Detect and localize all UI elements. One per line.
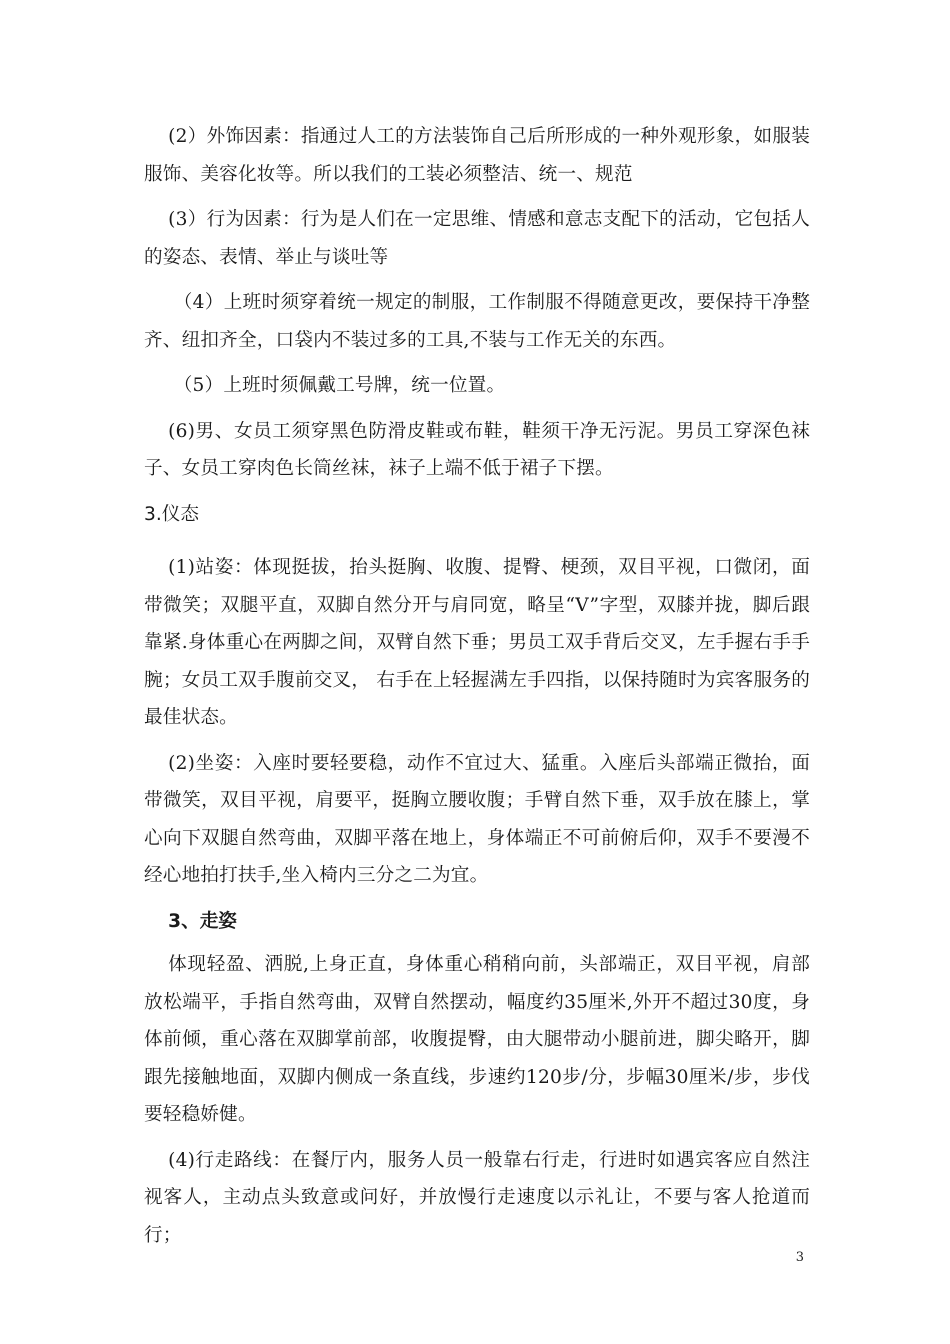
paragraph-outer-decoration: (2）外饰因素：指通过人工的方法装饰自己后所形成的一种外观形象，如服装服饰、美容化妆等。所以我们的工装必须整洁、统一、规范 bbox=[144, 126, 810, 185]
page-number: 3 bbox=[795, 1250, 804, 1265]
paragraph-standing-posture: (1)站姿：体现挺拔，抬头挺胸、收腹、提臀、梗颈，双目平视，口微闭，面带微笑；双腿平直，双脚自然分开与肩同宽，略呈“V”字型，双膝并拢，脚后跟靠紧.身体重心在两脚之间，双臂自然下垂；男员工双手背后交叉，左手握右手手腕；女员工双手腹前交叉， 右手在上轻握满左手四指，以保持随时为宾客服务的最佳状态。 bbox=[144, 557, 810, 728]
paragraph-badge-rule: （5）上班时须佩戴工号牌，统一位置。 bbox=[173, 375, 506, 396]
paragraph-sitting-posture: (2)坐姿：入座时要轻要稳，动作不宜过大、猛重。入座后头部端正微抬，面带微笑，双目平视，肩要平，挺胸立腰收腹；手臂自然下垂，双手放在膝上，掌心向下双腿自然弯曲，双脚平落在地上，身体端正不可前俯后仰，双手不要漫不经心地拍打扶手,坐入椅内三分之二为宜。 bbox=[144, 752, 810, 886]
paragraph-walking-route: (4)行走路线：在餐厅内，服务人员一般靠右行走，行进时如遇宾客应自然注视客人，主动点头致意或问好，并放慢行走速度以示礼让，不要与客人抢道而行； bbox=[144, 1149, 810, 1246]
paragraph-behavior-factor: (3）行为因素：行为是人们在一定思维、情感和意志支配下的活动，它包括人的姿态、表情、举止与谈吐等 bbox=[144, 209, 810, 268]
paragraph-walking-posture: 体现轻盈、洒脱,上身正直，身体重心稍稍向前，头部端正，双目平视，肩部放松端平，手指自然弯曲，双臂自然摆动，幅度约35厘米,外开不超过30度，身体前倾，重心落在双脚掌前部，收腹提臀，由大腿带动小腿前进，脚尖略开，脚跟先接触地面，双脚内侧成一条直线，步速约120步/分，步幅30厘米/步，步伐要轻稳娇健。 bbox=[144, 954, 810, 1125]
subsection-title-walking: 3、走姿 bbox=[168, 910, 237, 932]
paragraph-shoes-socks-rule: (6)男、女员工须穿黑色防滑皮鞋或布鞋，鞋须干净无污泥。男员工穿深色袜子、女员工穿肉色长筒丝袜，袜子上端不低于裙子下摆。 bbox=[144, 420, 810, 479]
paragraph-uniform-rule: （4）上班时须穿着统一规定的制服，工作制服不得随意更改，要保持干净整齐、纽扣齐全，口袋内不装过多的工具,不装与工作无关的东西。 bbox=[144, 292, 810, 351]
page-content bbox=[144, 118, 810, 1262]
section-title-posture: 3.仪态 bbox=[144, 503, 199, 525]
